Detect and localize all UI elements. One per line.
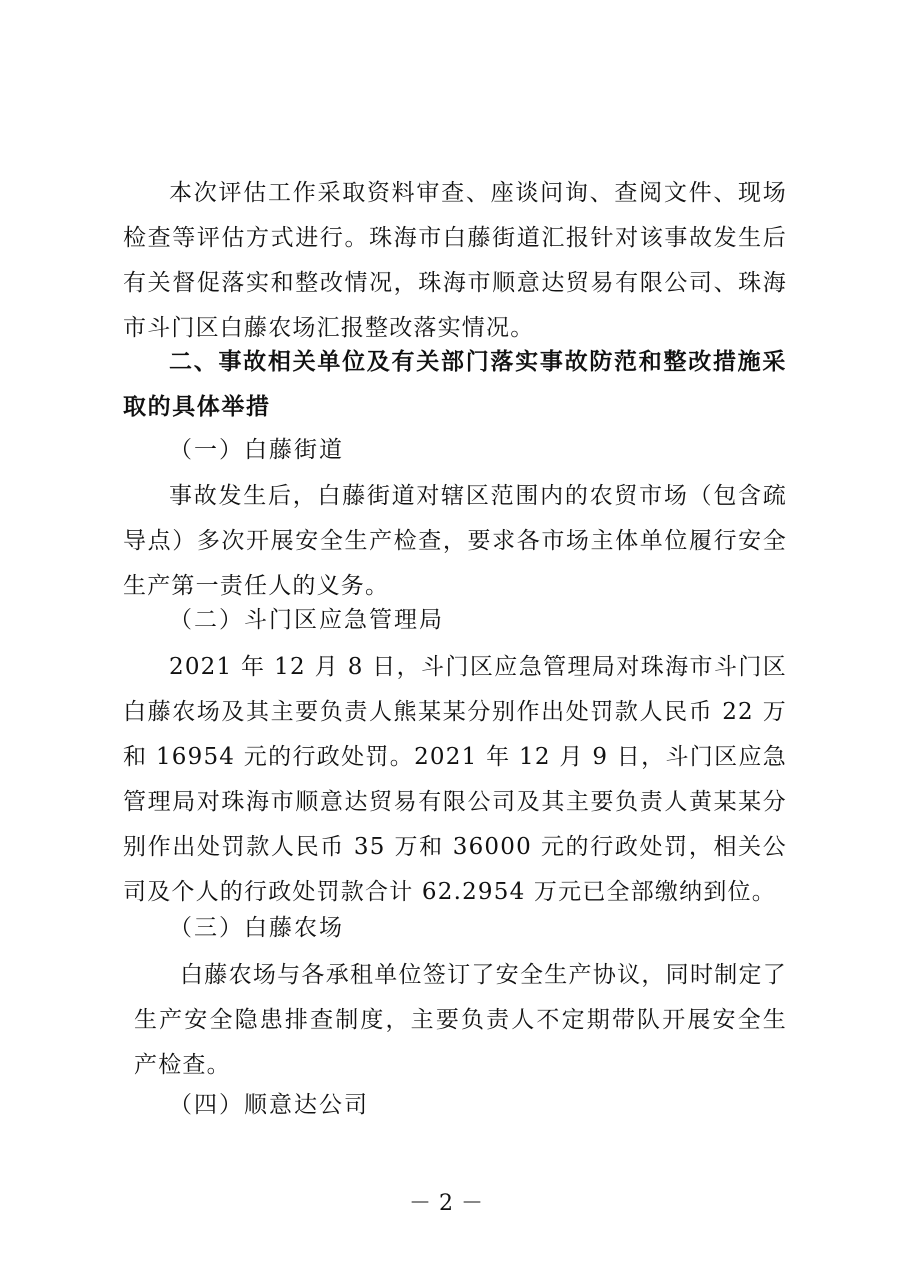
subsection-three-heading: （三）白藤农场	[169, 915, 344, 941]
page-number: －2－	[409, 1191, 491, 1216]
subsection-one-heading: （一）白藤街道	[169, 437, 344, 463]
intro-paragraph: 本次评估工作采取资料审查、座谈问询、查阅文件、现场检查等评估方式进行。珠海市白藤街道汇报针对该事故发生后有关督促落实和整改情况，珠海市顺意达贸易有限公司、珠海市斗门区白藤农场汇报整改落实情况。	[123, 180, 787, 341]
subsection-two-heading: （二）斗门区应急管理局	[169, 607, 444, 633]
subsection-two-body: 2021 年 12 月 8 日，斗门区应急管理局对珠海市斗门区白藤农场及其主要负责人熊某某分别作出处罚款人民币 22 万和 16954 元的行政处罚。2021 年 12 月 9 日，斗门区应急管理局对珠海市顺意达贸易有限公司及其主要负责人黄某某分别作出处罚款人民币 35 万和 36000 元的行政处罚，相关公司及个人的行政处罚款合计 62.2954 万元已全部缴纳到位。	[123, 654, 787, 905]
subsection-four-heading: （四）顺意达公司	[169, 1092, 369, 1118]
section-two-heading: 二、事故相关单位及有关部门落实事故防范和整改措施采取的具体举措	[123, 349, 787, 420]
subsection-one-body: 事故发生后，白藤街道对辖区范围内的农贸市场（包含疏导点）多次开展安全生产检查，要求各市场主体单位履行安全生产第一责任人的义务。	[123, 483, 787, 599]
subsection-three-body: 白藤农场与各承租单位签订了安全生产协议，同时制定了生产安全隐患排查制度，主要负责人不定期带队开展安全生产检查。	[134, 962, 787, 1078]
